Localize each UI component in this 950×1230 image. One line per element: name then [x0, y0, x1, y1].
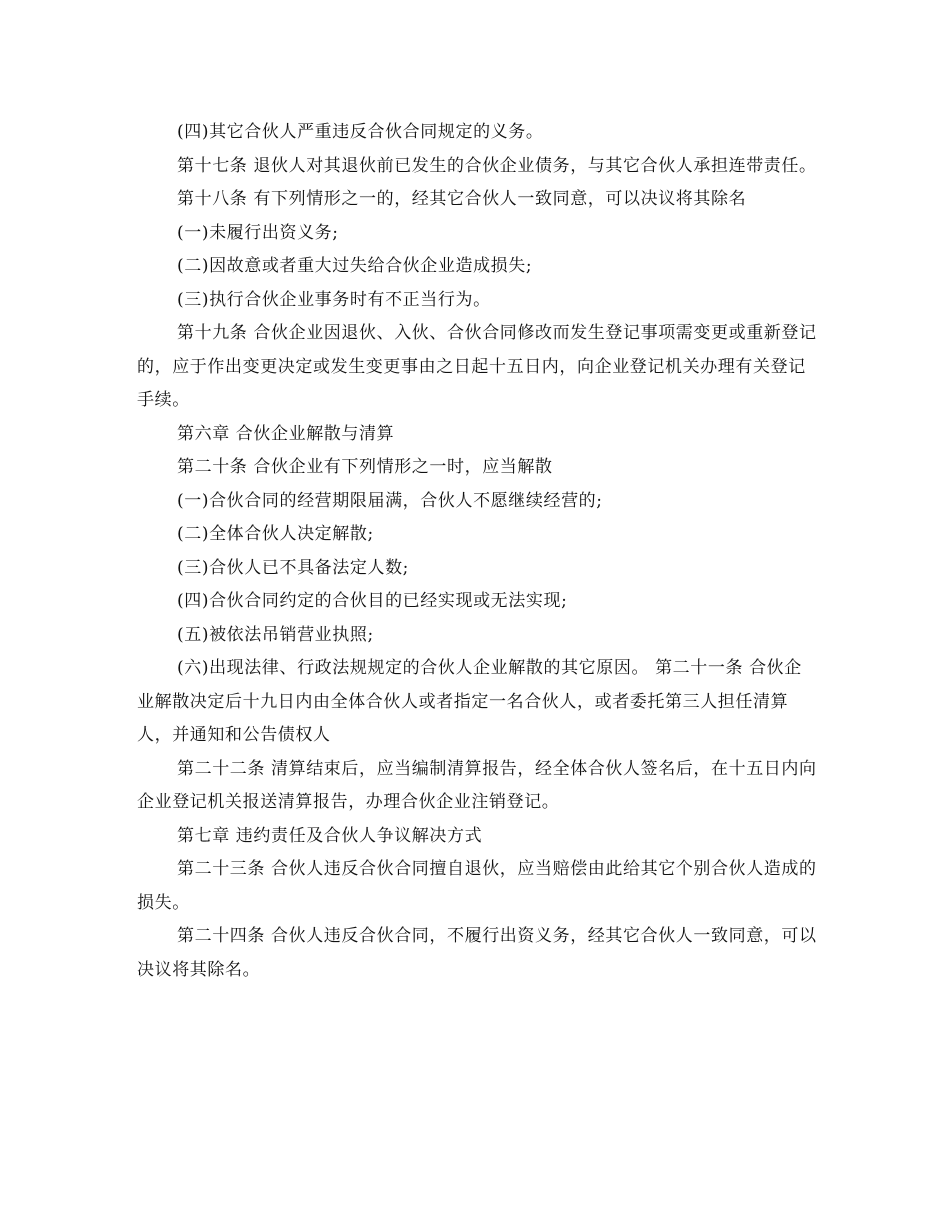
document-body [137, 116, 817, 987]
paragraph-clause-18-2: (二)因故意或者重大过失给合伙企业造成损失; [177, 256, 533, 276]
paragraph-clause-20-5: (五)被依法吊销营业执照; [177, 624, 374, 645]
paragraph-clause-20-6-article-21: (六)出现法律、行政法规规定的合伙人企业解散的其它原因。 第二十一条 合伙企业解散决定后十九日内由全体合伙人或者指定一名合伙人，或者委托第三人担任清算人，并通知和公告债权人 [137, 658, 802, 745]
paragraph-article-23: 第二十三条 合伙人违反合伙合同擅自退伙，应当赔偿由此给其它个别合伙人造成的损失。 [137, 859, 817, 913]
paragraph-article-18: 第十八条 有下列情形之一的，经其它合伙人一致同意，可以决议将其除名 [177, 189, 747, 209]
paragraph-clause-20-1: (一)合伙合同的经营期限届满，合伙人不愿继续经营的; [177, 490, 603, 511]
paragraph-clause-20-4: (四)合伙合同约定的合伙目的已经实现或无法实现; [177, 591, 568, 611]
paragraph-clause-20-2: (二)全体合伙人决定解散; [177, 524, 374, 544]
paragraph-clause-20-3: (三)合伙人已不具备法定人数; [177, 557, 409, 578]
paragraph-article-24: 第二十四条 合伙人违反合伙合同，不履行出资义务，经其它合伙人一致同意，可以决议将其除名。 [137, 926, 817, 980]
paragraph-article-19: 第十九条 合伙企业因退伙、入伙、合伙合同修改而发生登记事项需变更或重新登记的，应于作出变更决定或发生变更事由之日起十五日内，向企业登记机关办理有关登记手续。 [137, 323, 817, 410]
paragraph-article-22: 第二十二条 清算结束后，应当编制清算报告，经全体合伙人签名后，在十五日内向企业登记机关报送清算报告，办理合伙企业注销登记。 [137, 758, 817, 812]
paragraph-clause-16-4: (四)其它合伙人严重违反合伙合同规定的义务。 [177, 122, 544, 142]
chapter-6-heading: 第六章 合伙企业解散与清算 [177, 423, 395, 444]
paragraph-clause-18-3: (三)执行合伙企业事务时有不正当行为。 [177, 289, 491, 310]
paragraph-article-20: 第二十条 合伙企业有下列情形之一时，应当解散 [177, 457, 553, 477]
paragraph-clause-18-1: (一)未履行出资义务; [177, 222, 339, 243]
chapter-7-heading: 第七章 违约责任及合伙人争议解决方式 [177, 825, 483, 846]
paragraph-article-17: 第十七条 退伙人对其退伙前已发生的合伙企业债务，与其它合伙人承担连带责任。 [177, 155, 817, 176]
